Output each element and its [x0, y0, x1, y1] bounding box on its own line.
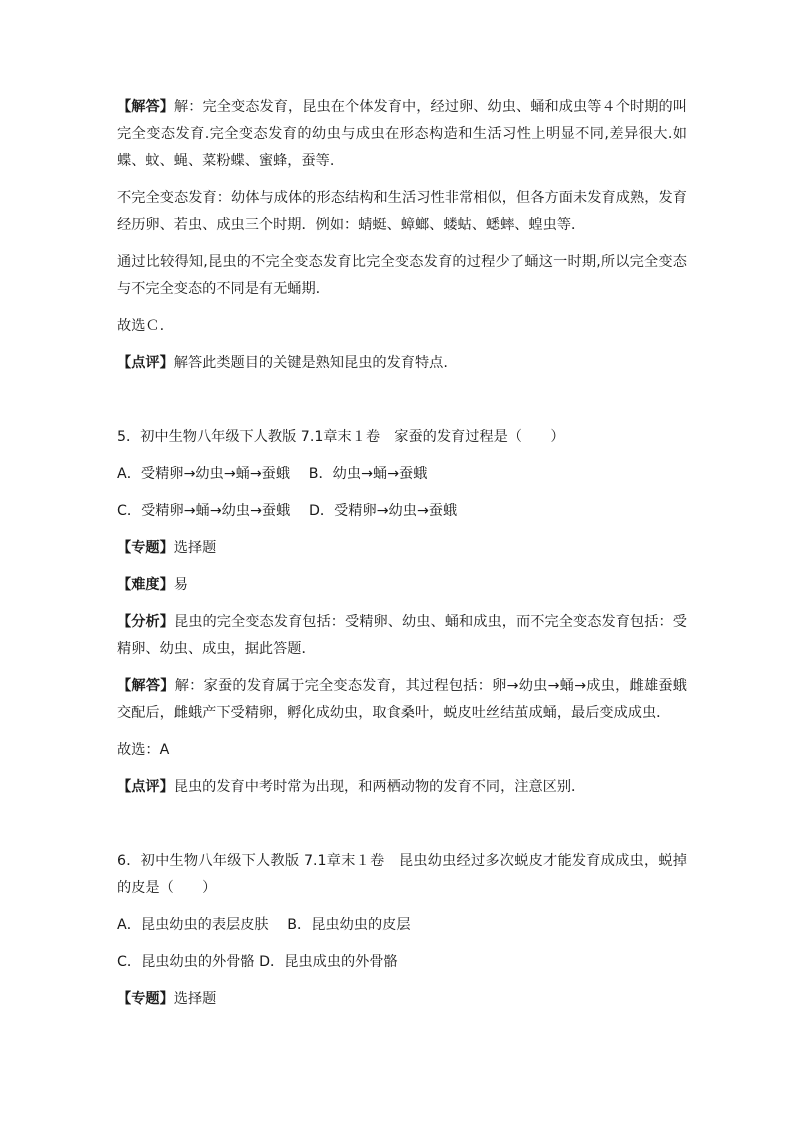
question-gap — [117, 811, 687, 848]
question-gap — [117, 387, 687, 424]
q6-options-line-2: C．昆虫幼虫的外骨骼 D．昆虫成虫的外骨骼 — [117, 954, 398, 970]
comment-tag: 【点评】 — [117, 779, 174, 795]
q5-topic — [117, 535, 687, 562]
q5-difficulty — [117, 572, 687, 599]
q5-choice: 故选：A — [117, 742, 170, 758]
topic-text: 选择题 — [173, 540, 217, 556]
document-page — [117, 94, 687, 1023]
q4-comment-paragraph — [117, 350, 687, 377]
analysis-text: 昆虫的完全变态发育包括：受精卵、幼虫、蛹和成虫，而不完全变态发育包括：受精卵、幼虫、成虫，据此答题． — [117, 614, 687, 657]
topic-tag: 【专题】 — [117, 540, 174, 556]
q4-incomplete-metamorphosis-paragraph: 不完全变态发育：幼体与成体的形态结构和生活习性非常相似，但各方面未发育成熟，发育经历卵、若虫、成虫三个时期．例如：蜻蜓、蟑螂、蝼蛄、蟋蟀、蝗虫等． — [117, 190, 687, 233]
difficulty-tag: 【难度】 — [117, 577, 174, 593]
answer-tag: 【解答】 — [117, 678, 175, 694]
difficulty-text: 易 — [173, 577, 188, 593]
answer-text: 解：完全变态发育，昆虫在个体发育中，经过卵、幼虫、蛹和成虫等４个时期的叫完全变态发育.完全变态发育的幼虫与成虫在形态构造和生活习性上明显不同,差异很大.如蝶、蚊、蝇、菜粉蝶、蜜蜂，蚕等. — [117, 99, 687, 169]
q4-answer-paragraph — [117, 94, 687, 175]
topic-tag: 【专题】 — [117, 991, 174, 1007]
q6-topic — [117, 986, 687, 1013]
answer-text: 解：家蚕的发育属于完全变态发育，其过程包括：卵→幼虫→蛹→成虫，雌雄蚕蛾交配后，雌蛾产下受精卵，孵化成幼虫，取食桑叶，蜕皮吐丝结茧成蛹，最后变成成虫． — [117, 678, 687, 721]
comment-tag: 【点评】 — [117, 355, 174, 371]
q5-options-line-1: A．受精卵→幼虫→蛹→蚕蛾 B．幼虫→蛹→蚕蛾 — [117, 466, 428, 482]
q6-stem: 6．初中生物八年级下人教版 7.1章末１卷 昆虫幼虫经过多次蜕皮才能发育成成虫，蜕掉的皮是（ ） — [117, 853, 687, 896]
q4-comparison-paragraph: 通过比较得知,昆虫的不完全变态发育比完全变态发育的过程少了蛹这一时期,所以完全变态与不完全变态的不同是有无蛹期. — [117, 254, 687, 297]
q5-answer — [117, 673, 687, 727]
comment-text: 解答此类题目的关键是熟知昆虫的发育特点. — [173, 355, 448, 371]
answer-tag: 【解答】 — [117, 99, 175, 115]
q5-stem: 5．初中生物八年级下人教版 7.1章末１卷 家蚕的发育过程是（ ） — [117, 429, 565, 445]
q4-choice: 故选Ｃ. — [117, 318, 165, 334]
q5-comment — [117, 774, 687, 801]
comment-text: 昆虫的发育中考时常为出现，和两栖动物的发育不同，注意区别． — [173, 779, 586, 795]
q5-analysis — [117, 609, 687, 663]
q6-options-line-1: A．昆虫幼虫的表层皮肤 B．昆虫幼虫的皮层 — [117, 917, 411, 933]
q5-options-line-2: C．受精卵→蛹→幼虫→蚕蛾 D．受精卵→幼虫→蚕蛾 — [117, 503, 458, 519]
topic-text: 选择题 — [173, 991, 217, 1007]
analysis-tag: 【分析】 — [117, 614, 175, 630]
